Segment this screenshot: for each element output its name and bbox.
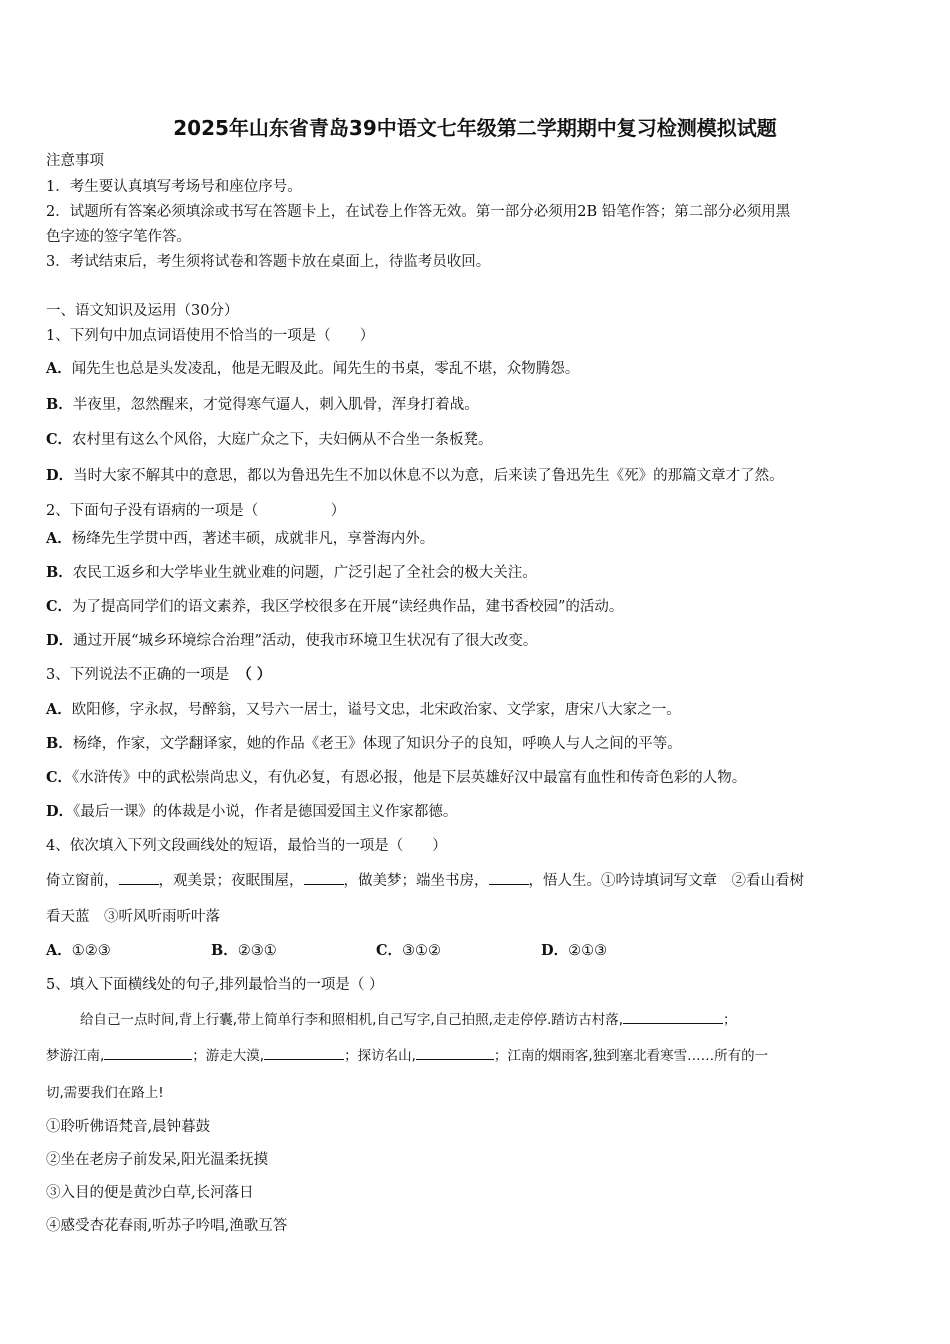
option-text: 农村里有这么个风俗，大庭广众之下，夫妇俩从不合坐一条板凳。 [72,432,493,448]
fill-blank [489,872,529,885]
option-text: 欧阳修，字永叔，号醉翁，又号六一居士，谥号文忠，北宋政治家、文学家，唐宋八大家之一。 [71,702,681,718]
option-text: 半夜里，忽然醒来，才觉得寒气逼人，刺入肌骨，浑身打着战。 [72,397,479,413]
q5-stem: 5、填入下面横线处的句子,排列最恰当的一项是（ ） [46,977,384,993]
q3-option-b [46,735,682,753]
notice-item-1: 1．考生要认真填写考场号和座位序号。 [46,179,302,195]
page-title: 2025年山东省青岛39中语文七年级第二学期期中复习检测模拟试题 [173,116,777,140]
q2-option-a [46,530,434,548]
q5-item-2: ②坐在老房子前发呆,阳光温柔抚摸 [46,1152,269,1168]
fill-blank [104,1047,192,1060]
option-text: 《最后一课》的体裁是小说，作者是德国爱国主义作家都德。 [73,804,458,820]
q5-text-part4: ；探访名山, [344,1048,416,1064]
q5-text-part3: ；游走大漠, [192,1048,265,1064]
q5-text-part5: ；江南的烟雨客,独到塞北看寒雪……所有的一 [493,1048,769,1064]
option-label: D． [46,467,74,484]
option-text: 闻先生也总是头发凌乱，他是无暇及此。闻先生的书桌，零乱不堪，众物腾怨。 [71,361,580,377]
q4-option-b [211,942,376,960]
q2-option-c [46,598,623,616]
option-label: B． [46,396,73,413]
option-label: A． [46,530,72,547]
option-label: B． [46,564,73,581]
q1-option-d [46,467,784,485]
q2-option-d [46,632,537,650]
option-label: C． [46,769,73,786]
q5-text-part2: 梦游江南, [46,1048,105,1064]
option-label: C． [376,942,403,959]
option-label: C． [46,431,73,448]
q4-text-part1: 倚立窗前， [46,873,119,889]
option-text: 当时大家不解其中的意思，都以为鲁迅先生不加以休息不以为意，后来读了鲁迅先生《死》的那篇文章才了然。 [73,468,784,484]
option-label: A． [46,942,72,959]
notice-item-3: 3．考试结束后，考生须将试卷和答题卡放在桌面上，待监考员收回。 [46,254,491,270]
q4-option-d [541,942,706,960]
q2-stem: 2、下面句子没有语病的一项是（ ） [46,503,346,519]
q4-text-part2: ，观美景；夜眠围屋， [158,873,304,889]
fill-blank [416,1047,494,1060]
option-text: 杨绛，作家，文学翻译家，她的作品《老王》体现了知识分子的良知，呼唤人与人之间的平等。 [72,736,682,752]
fill-blank [264,1047,344,1060]
fill-blank [304,872,344,885]
option-text: ①②③ [71,943,111,959]
q1-stem: 1、下列句中加点词语使用不恰当的一项是（ ） [46,328,375,344]
q5-item-1: ①聆听佛语梵音,晨钟暮鼓 [46,1119,211,1135]
q3-answer-paren: （ ） [237,666,272,683]
notice-heading: 注意事项 [46,153,104,169]
fill-blank [623,1011,723,1024]
q3-option-a [46,701,681,719]
option-label: D． [46,632,74,649]
q1-option-c [46,431,493,449]
notice-item-2-cont: 色字迹的签字笔作答。 [46,229,191,245]
option-label: A． [46,701,72,718]
q4-option-a [46,942,211,960]
q5-passage-line1: 给自己一点时间,背上行囊,带上简单行李和照相机,自己写字,自己拍照,走走停停.踏访古村落, ； [80,1012,737,1028]
q4-options-row [46,942,706,960]
q3-option-c [46,769,746,787]
option-text: ②①③ [568,943,608,959]
q2-option-b [46,564,537,582]
option-label: C． [46,598,73,615]
q3-stem [46,666,271,684]
q4-passage-line1 [46,872,804,890]
q4-option-c [376,942,541,960]
option-text: ②③① [237,943,277,959]
q4-text-part4: ，悟人生。①吟诗填词写文章 ②看山看树 [528,873,804,889]
option-text: 为了提高同学们的语文素养，我区学校很多在开展“读经典作品，建书香校园”的活动。 [72,599,624,615]
q5-passage-line2 [46,1047,768,1065]
option-text: 杨绛先生学贯中西，著述丰硕，成就非凡，享誉海内外。 [71,531,435,547]
option-label: B． [211,942,238,959]
section-heading: 一、语文知识及运用（30分） [46,303,239,319]
fill-blank [119,872,159,885]
option-label: D． [46,803,74,820]
q4-stem: 4、依次填入下列文段画线处的短语，最恰当的一项是（ ） [46,838,447,854]
q4-passage-line2: 看天蓝 ③听风听雨听叶落 [46,909,220,925]
q4-text-part3: ，做美梦；端坐书房， [343,873,489,889]
option-text: 农民工返乡和大学毕业生就业难的问题，广泛引起了全社会的极大关注。 [72,565,537,581]
option-text: 通过开展“城乡环境综合治理”活动，使我市环境卫生状况有了很大改变。 [73,633,538,649]
option-text: ③①② [402,943,442,959]
notice-item-2: 2．试题所有答案必须填涂或书写在答题卡上，在试卷上作答无效。第一部分必须用2B 铅笔作答；第二部分必须用黑 [46,204,791,220]
option-text: 《水浒传》中的武松崇尚忠义，有仇必复，有恩必报，他是下层英雄好汉中最富有血性和传奇色彩的人物。 [72,770,747,786]
q5-passage-line3: 切,需要我们在路上! [46,1085,164,1101]
q1-option-a [46,360,579,378]
option-label: B． [46,735,73,752]
q3-stem-text: 3、下列说法不正确的一项是 [46,667,230,683]
option-label: D． [541,942,569,959]
q1-option-b [46,396,479,414]
option-label: A． [46,360,72,377]
q5-text-part1: 给自己一点时间,背上行囊,带上简单行李和照相机,自己写字,自己拍照,走走停停.踏访古村落, [80,1012,624,1028]
q5-item-4: ④感受杏花春雨,听苏子吟唱,渔歌互答 [46,1218,288,1234]
q5-item-3: ③入目的便是黄沙白草,长河落日 [46,1185,254,1201]
q3-option-d [46,803,457,821]
